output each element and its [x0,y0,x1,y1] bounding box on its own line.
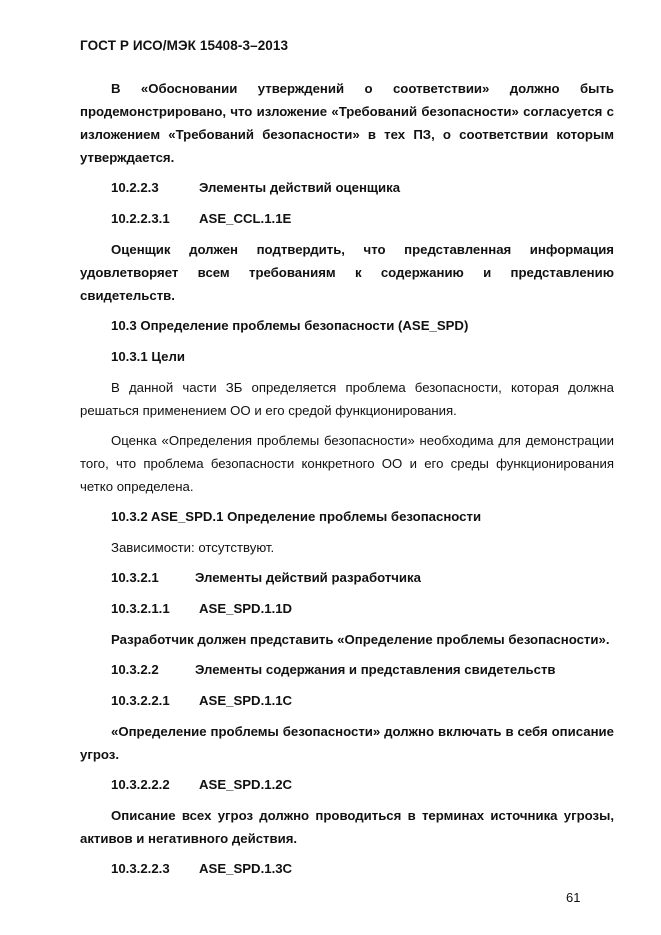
section-heading-10-2-2-3-1 [80,207,614,230]
section-title: 10.3 Определение проблемы безопасности (ASE_SPD) [111,318,469,333]
paragraph-threat-terms: Описание всех угроз должно проводиться в терминах источника угрозы, активов и негативного действия. [80,808,614,846]
section-heading-10-3-2-1 [80,566,614,589]
section-heading-10-3-2 [80,505,614,528]
section-heading-10-3-2-2-3 [80,857,614,880]
section-number: 10.3.2.1 [111,570,159,585]
paragraph-justification: В «Обосновании утверждений о соответствии» должно быть продемонстрировано, что изложение «Требований безопасности» согласуется с изложением «Требований безопасности» в тех ПЗ, о соответствии которым утверждается. [80,81,614,165]
paragraph-st-part: В данной части ЗБ определяется проблема безопасности, которая должна решаться применением ОО и его средой функционирования. [80,380,614,418]
section-title: Элементы содержания и представления свидетельств [195,662,556,677]
section-number: 10.3.2.2 [111,662,159,677]
section-number: 10.3.2.2.2 [111,777,170,792]
paragraph-dependencies: Зависимости: отсутствуют. [111,540,275,555]
paragraph-evaluator: Оценщик должен подтвердить, что представленная информация удовлетворяет всем требованиям к содержанию и представлению свидетельств. [80,242,614,303]
section-heading-10-3 [80,314,614,337]
document-body [80,77,614,888]
page-number: 61 [566,890,581,905]
section-heading-10-3-1 [80,345,614,368]
section-title: ASE_SPD.1.1D [199,601,293,616]
section-heading-10-3-2-2 [80,658,614,681]
section-number: 10.3.2.1.1 [111,601,170,616]
section-title: 10.3.1 Цели [111,349,185,364]
section-heading-10-3-2-2-1 [80,689,614,712]
section-heading-10-3-2-1-1 [80,597,614,620]
section-title: ASE_SPD.1.3C [199,861,293,876]
section-number: 10.2.2.3.1 [111,211,170,226]
section-heading-10-3-2-2-2 [80,773,614,796]
paragraph-developer: Разработчик должен представить «Определение проблемы безопасности». [111,632,610,647]
section-number: 10.3.2.2.1 [111,693,170,708]
section-title: 10.3.2 ASE_SPD.1 Определение проблемы безопасности [111,509,482,524]
paragraph-evaluation: Оценка «Определения проблемы безопасности» необходима для демонстрации того, что проблема безопасности конкретного ОО и его среды функционирования четко определена. [80,433,614,494]
section-title: Элементы действий разработчика [195,570,421,585]
document-header: ГОСТ Р ИСО/МЭК 15408-3–2013 [80,38,289,53]
section-title: Элементы действий оценщика [199,180,401,195]
section-title: ASE_SPD.1.2C [199,777,293,792]
section-title: ASE_CCL.1.1E [199,211,292,226]
section-title: ASE_SPD.1.1C [199,693,293,708]
paragraph-threat-description: «Определение проблемы безопасности» должно включать в себя описание угроз. [80,724,614,762]
section-heading-10-2-2-3 [80,176,614,199]
section-number: 10.3.2.2.3 [111,861,170,876]
section-number: 10.2.2.3 [111,180,159,195]
